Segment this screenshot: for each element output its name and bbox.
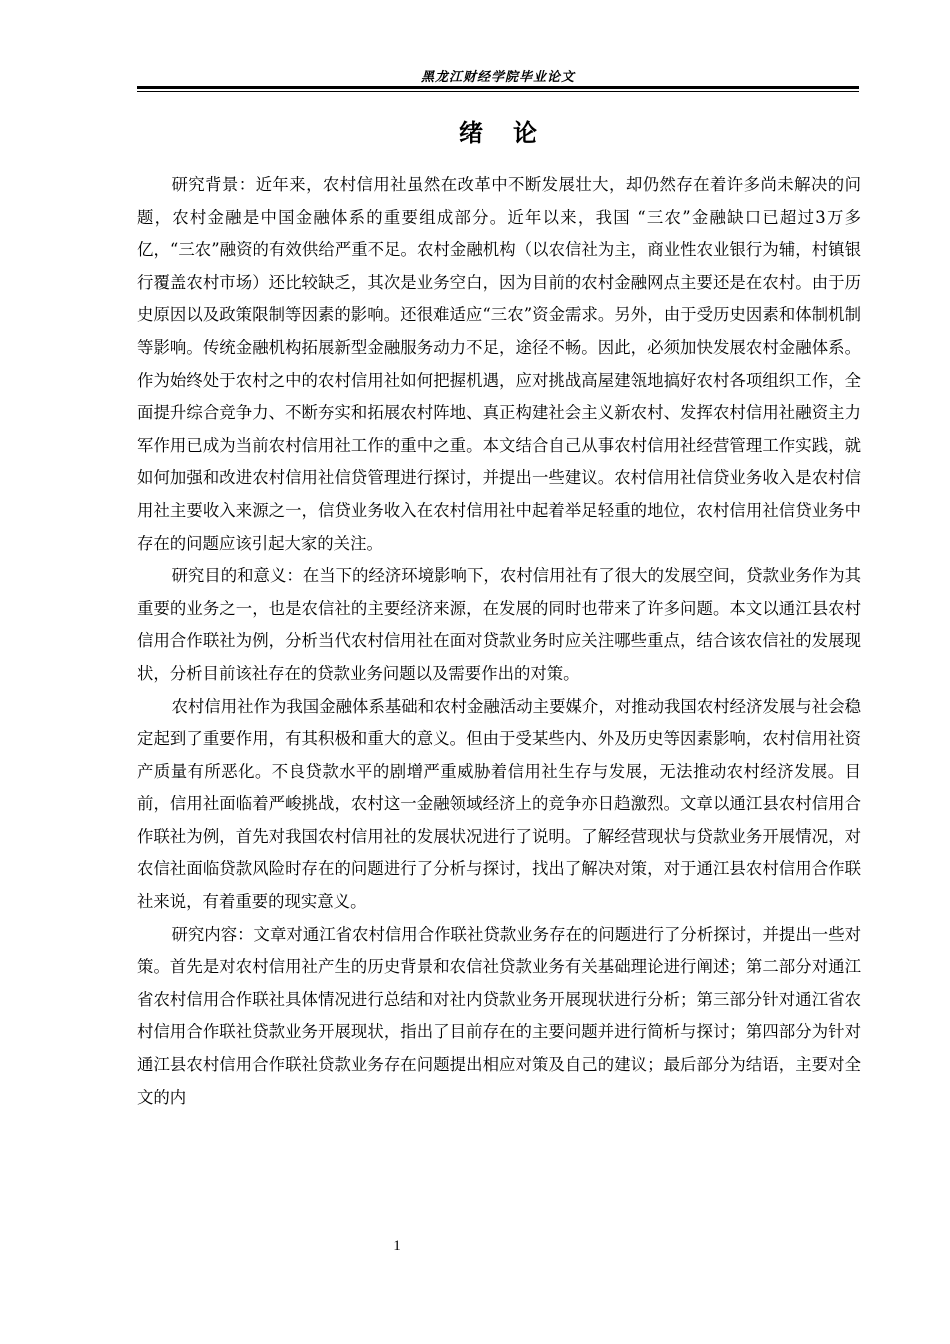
paragraph-significance: 农村信用社作为我国金融体系基础和农村金融活动主要媒介，对推动我国农村经济发展与社会稳定起到了重要作用，有其积极和重大的意义。但由于受某些内、外及历史等因素影响，农村信用社资产质量有所恶化。不良贷款水平的剧增严重威胁着信用社生存与发展，无法推动农村经济发展。目前，信用社面临着严峻挑战，农村这一金融领域经济上的竞争亦日趋激烈。文章以通江县农村信用合作联社为例，首先对我国农村信用社的发展状况进行了说明。了解经营现状与贷款业务开展情况，对农信社面临贷款风险时存在的问题进行了分析与探讨，找出了解决对策，对于通江县农村信用合作联社来说，有着重要的现实意义。 <box>137 696 861 912</box>
chapter-title: 绪论 <box>459 119 567 147</box>
body-text <box>137 169 861 1114</box>
running-header: 黑龙江财经学院毕业论文 <box>420 70 575 85</box>
page-number: 1 <box>393 1238 401 1254</box>
paragraph-purpose: 研究目的和意义：在当下的经济环境影响下，农村信用社有了很大的发展空间，贷款业务作为其重要的业务之一，也是农信社的主要经济来源，在发展的同时也带来了许多问题。本文以通江县农村信用合作联社为例，分析当代农村信用社在面对贷款业务时应关注哪些重点，结合该农信社的发展现状，分析目前该社存在的贷款业务问题以及需要作出的对策。 <box>137 566 861 683</box>
header-rule-thin <box>137 91 859 92</box>
paragraph-content: 研究内容：文章对通江省农村信用合作联社贷款业务存在的问题进行了分析探讨，并提出一些对策。首先是对农村信用社产生的历史背景和农信社贷款业务有关基础理论进行阐述；第二部分对通江省农村信用合作联社具体情况进行总结和对社内贷款业务开展现状进行分析；第三部分针对通江省农村信用合作联社贷款业务开展现状，指出了目前存在的主要问题并进行简析与探讨；第四部分为针对通江县农村信用合作联社贷款业务存在问题提出相应对策及自己的建议；最后部分为结语，主要对全文的内 <box>137 924 861 1107</box>
paragraph-background: 研究背景：近年来，农村信用社虽然在改革中不断发展壮大，却仍然存在着许多尚未解决的问题，农村金融是中国金融体系的重要组成部分。近年以来，我国 “三农”金融缺口已超过3万多亿，“三农”融资的有效供给严重不足。农村金融机构（以农信社为主，商业性农业银行为辅，村镇银行覆盖农村市场）还比较缺乏，其次是业务空白，因为目前的农村金融网点主要还是在农村。由于历史原因以及政策限制等因素的影响。还很难适应“三农”资金需求。另外，由于受历史因素和体制机制等影响。传统金融机构拓展新型金融服务动力不足，途径不畅。因此，必须加快发展农村金融体系。作为始终处于农村之中的农村信用社如何把握机遇，应对挑战高屋建瓴地搞好农村各项组织工作，全面提升综合竞争力、不断夯实和拓展农村阵地、真正构建社会主义新农村、发挥农村信用社融资主力军作用已成为当前农村信用社工作的重中之重。本文结合自己从事农村信用社经营管理工作实践，就如何加强和改进农村信用社信贷管理进行探讨，并提出一些建议。农村信用社信贷业务收入是农村信用社主要收入来源之一，信贷业务收入在农村信用社中起着举足轻重的地位，农村信用社信贷业务中存在的问题应该引起大家的关注。 <box>137 175 861 553</box>
header-rule-thick <box>137 86 859 89</box>
